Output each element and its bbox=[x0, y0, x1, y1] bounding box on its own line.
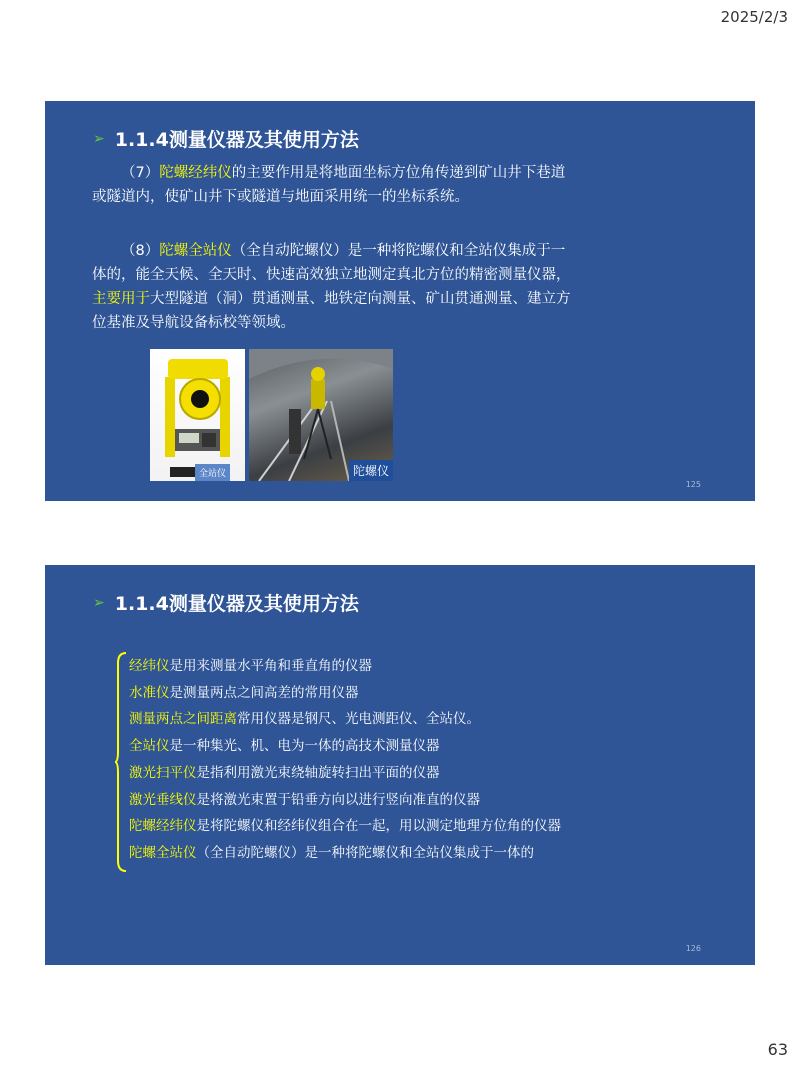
instrument-desc: （全自动陀螺仪）是一种将陀螺仪和全站仪集成于一体的 bbox=[196, 844, 534, 861]
instrument-term: 经纬仪 bbox=[129, 658, 170, 674]
instrument-desc: 是指利用激光束绕轴旋转扫出平面的仪器 bbox=[196, 764, 440, 781]
instrument-desc: 是测量两点之间高差的常用仪器 bbox=[169, 684, 359, 701]
list-item bbox=[129, 840, 561, 867]
list-item bbox=[129, 813, 561, 840]
list-item bbox=[129, 653, 561, 680]
instrument-term: 陀螺经纬仪 bbox=[129, 818, 197, 835]
slide-title bbox=[93, 589, 359, 616]
page-date: 2025/2/3 bbox=[720, 8, 788, 26]
instrument-term: 全站仪 bbox=[129, 738, 170, 755]
paragraph-gyro-total-station bbox=[92, 239, 572, 335]
list-item bbox=[129, 760, 561, 787]
highlight-term: 陀螺全站仪 bbox=[159, 243, 232, 259]
slide-125 bbox=[45, 101, 755, 501]
slide-title-text: 1.1.4测量仪器及其使用方法 bbox=[114, 129, 359, 151]
tunnel-gyroscope-photo bbox=[249, 349, 393, 481]
instrument-term: 激光扫平仪 bbox=[129, 764, 197, 781]
instrument-list bbox=[129, 653, 561, 867]
slide-title bbox=[93, 125, 359, 152]
instrument-desc: 是将陀螺仪和经纬仪组合在一起，用以测定地理方位角的仪器 bbox=[196, 818, 561, 835]
left-brace-icon bbox=[115, 651, 127, 873]
instrument-term: 激光垂线仪 bbox=[129, 791, 197, 808]
highlight-term: 主要用于 bbox=[92, 291, 150, 307]
list-item bbox=[129, 706, 561, 733]
slide-number: 125 bbox=[685, 480, 701, 489]
instrument-term: 水准仪 bbox=[129, 684, 170, 701]
photo-caption: 陀螺仪 bbox=[349, 460, 393, 481]
instrument-desc: 是将激光束置于铅垂方向以进行竖向准直的仪器 bbox=[196, 791, 480, 808]
slide-126 bbox=[45, 565, 755, 965]
arrow-bullet-icon: ➢ bbox=[93, 594, 105, 611]
page-number: 63 bbox=[767, 1040, 788, 1059]
paragraph-text: 的主要作用是将地面坐标方位角传递到矿山井下巷道或隧道内，使矿山井下或隧道与地面采用统一的坐标系统。 bbox=[92, 165, 566, 205]
highlight-term: 陀螺经纬仪 bbox=[159, 165, 232, 181]
instrument-term: 测量两点之间距离 bbox=[129, 711, 237, 728]
paragraph-gyro-theodolite bbox=[92, 161, 572, 209]
total-station-icon bbox=[150, 349, 245, 481]
paragraph-text: （全自动陀螺仪）是一种将陀螺仪和全站仪集成于一体的，能全天候、全天时、快速高效独立地测定真北方位的精密测量仪器， bbox=[92, 243, 571, 283]
arrow-bullet-icon: ➢ bbox=[93, 130, 105, 147]
paragraph-prefix: （7） bbox=[121, 165, 160, 181]
instrument-desc: 是用来测量水平角和垂直角的仪器 bbox=[169, 658, 372, 674]
slide-title-text: 1.1.4测量仪器及其使用方法 bbox=[114, 593, 359, 615]
list-item bbox=[129, 787, 561, 814]
paragraph-prefix: （8） bbox=[121, 243, 160, 259]
instrument-term: 陀螺全站仪 bbox=[129, 844, 197, 861]
photo-caption: 全站仪 bbox=[195, 464, 230, 481]
instrument-desc: 是一种集光、机、电为一体的高技术测量仪器 bbox=[169, 738, 440, 755]
list-item bbox=[129, 680, 561, 707]
paragraph-text: 大型隧道（洞）贯通测量、地铁定向测量、矿山贯通测量、建立方位基准及导航设备标校等领域。 bbox=[92, 291, 571, 331]
list-item bbox=[129, 733, 561, 760]
instrument-desc: 常用仪器是钢尺、光电测距仪、全站仪。 bbox=[237, 711, 480, 728]
slide-number: 126 bbox=[685, 944, 701, 953]
total-station-photo bbox=[150, 349, 245, 481]
